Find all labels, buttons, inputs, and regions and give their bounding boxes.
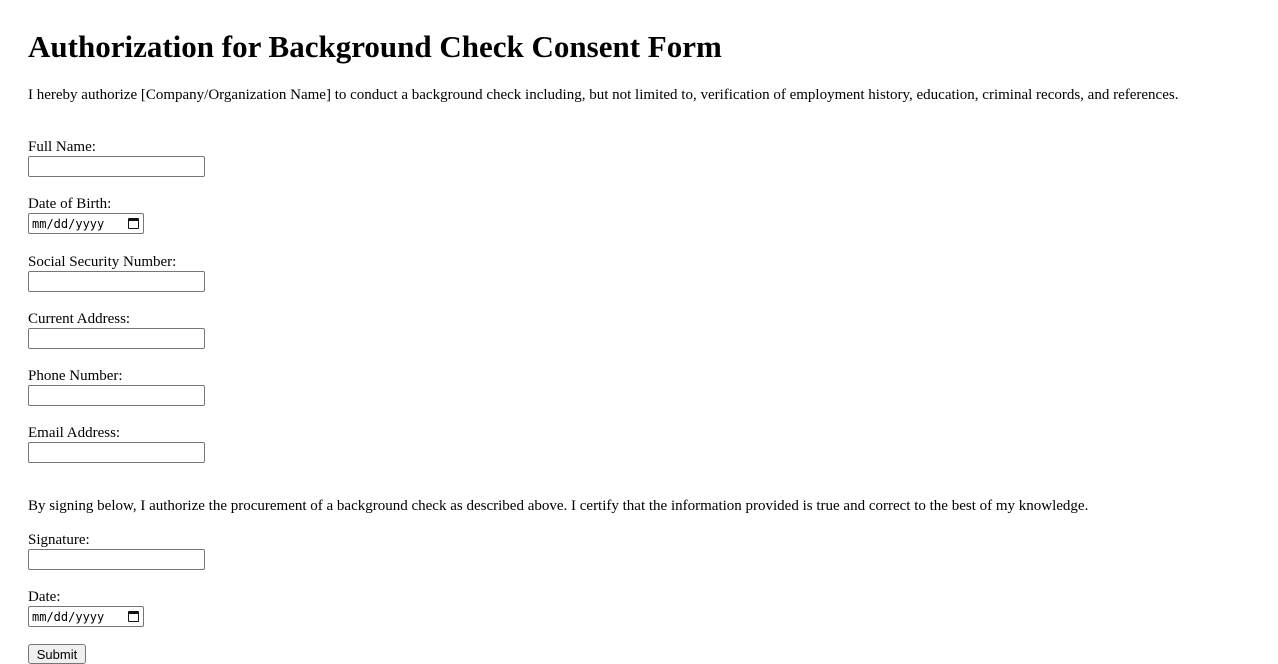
date-input[interactable]	[28, 606, 144, 627]
address-label: Current Address:	[28, 311, 131, 327]
phone-group	[28, 367, 205, 406]
calendar-icon[interactable]	[128, 218, 139, 229]
signature-label: Signature:	[28, 532, 90, 548]
email-label: Email Address:	[28, 425, 121, 441]
address-input[interactable]	[28, 328, 205, 349]
dob-group	[28, 195, 144, 234]
calendar-icon[interactable]	[128, 611, 139, 622]
dob-date-input[interactable]	[28, 213, 144, 234]
date-group	[28, 588, 144, 627]
full-name-input[interactable]	[28, 156, 205, 177]
dob-label: Date of Birth:	[28, 196, 112, 212]
signature-input[interactable]	[28, 549, 205, 570]
email-group	[28, 424, 205, 463]
date-placeholder: mm/dd/yyyy	[32, 609, 105, 624]
intro-paragraph: I hereby authorize [Company/Organization Name] to conduct a background check including, but not limited to, verification of employment history, education, criminal records, and references.	[28, 87, 1179, 103]
consent-statement: By signing below, I authorize the procurement of a background check as described above. I certify that the information provided is true and correct to the best of my knowledge.	[28, 498, 1089, 514]
page-title: Authorization for Background Check Consent Form	[28, 29, 722, 64]
signature-group	[28, 531, 205, 570]
dob-date-placeholder: mm/dd/yyyy	[32, 216, 105, 231]
ssn-label: Social Security Number:	[28, 254, 177, 270]
phone-input[interactable]	[28, 385, 205, 406]
ssn-group	[28, 253, 205, 292]
phone-label: Phone Number:	[28, 368, 123, 384]
submit-button[interactable]: Submit	[28, 644, 86, 664]
full-name-label: Full Name:	[28, 139, 96, 155]
full-name-group	[28, 138, 205, 177]
address-group	[28, 310, 205, 349]
ssn-input[interactable]	[28, 271, 205, 292]
date-label: Date:	[28, 589, 61, 605]
email-input[interactable]	[28, 442, 205, 463]
